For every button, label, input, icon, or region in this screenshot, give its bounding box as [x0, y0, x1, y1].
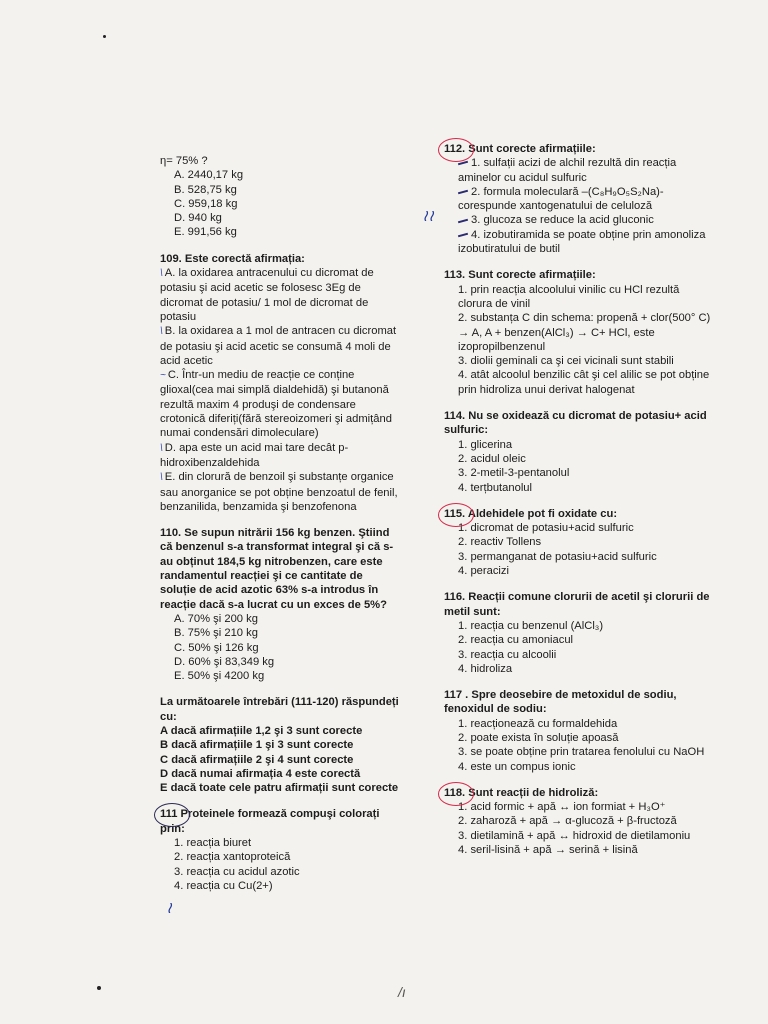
option-b: B. 528,75 kg [174, 183, 237, 196]
question-108-tail [160, 154, 400, 240]
pen-dash-icon [458, 218, 468, 223]
handwritten-scribble-icon: ≀ [166, 898, 172, 917]
bleed-through-text [299, 30, 304, 45]
circled-number: 115. [444, 507, 466, 520]
question-title: 109. Este corectă afirmația: [160, 252, 305, 265]
option-1: 1. sulfații acizi de alchil rezultă din reacția aminelor cu acidul sulfuric [458, 157, 677, 184]
option-1: 1. reacționează cu formaldehida [458, 717, 618, 730]
question-title: 111 Proteinele formează compuşi colorați prin: [160, 808, 380, 835]
question-109 [160, 252, 400, 514]
option-2: 2. acidul oleic [458, 452, 526, 465]
option-2: 2. substanța C din schema: propenă + clor(500° C) → A, A + benzen(AlCl₃) → C+ HCl, este izopropilbenzenul [458, 312, 711, 353]
pen-dash-icon [458, 233, 468, 238]
question-116 [444, 590, 716, 676]
question-title: 116. Reacții comune clorurii de acetil şi clorurii de metil sunt: [444, 591, 710, 618]
option-3: 3. permanganat de potasiu+acid sulfuric [458, 550, 657, 563]
option-e: E. 991,56 kg [174, 226, 237, 239]
option-1: 1. reacția cu benzenul (AlCl₃) [458, 619, 604, 632]
option-4: 4. hidroliza [458, 662, 513, 675]
pen-dash-icon [458, 161, 468, 166]
question-114 [444, 409, 716, 495]
left-column [160, 154, 400, 905]
yield-label: η= 75% ? [160, 155, 208, 167]
handwritten-scribble-icon: ≀≀ [422, 206, 434, 225]
pen-mark-icon: \ [160, 442, 163, 454]
option-a: A. 70% şi 200 kg [174, 612, 258, 625]
pen-mark-icon: \ [160, 268, 163, 280]
option-3: 3. diolii geminali ca şi cei vicinali sunt stabili [458, 355, 674, 368]
question-112 [444, 142, 716, 256]
option-4: 4. reacția cu Cu(2+) [174, 879, 273, 892]
answer-key-instructions [160, 695, 400, 795]
option-a: A. 2440,17 kg [174, 169, 244, 182]
option-1: 1. dicromat de potasiu+acid sulfuric [458, 522, 634, 535]
pen-dash-icon [458, 190, 468, 195]
question-title: 117 . Spre deosebire de metoxidul de sodiu, fenoxidul de sodiu: [444, 689, 677, 716]
option-b: \ B. la oxidarea a 1 mol de antracen cu dicromat de potasiu şi acid acetic se consumă 4 moli de acid acetic [160, 325, 397, 367]
option-c: ~ C. Într-un mediu de reacție ce conține glioxal(cea mai simplă dialdehidă) şi butanonă rezultă maxim 4 produşi de condensare crotonică diferiți(fără stereoizomeri şi admițând numai condensări dimoleculare) [160, 369, 392, 440]
option-3: 3. glucoza se reduce la acid gluconic [444, 213, 716, 227]
option-4: 4. peracizi [458, 565, 509, 578]
pen-mark-icon: ~ [160, 370, 166, 382]
option-d: D. 940 kg [174, 212, 222, 225]
option-4: 4. seril-lisină + apă → serină + lisină [458, 844, 638, 857]
option-c: C. 50% şi 126 kg [174, 641, 259, 654]
question-title: 112. Sunt corecte afirmațiile: [444, 143, 596, 155]
option-d: \ D. apa este un acid mai tare decât p-hidroxibenzaldehida [160, 441, 349, 469]
ink-dot [103, 35, 106, 38]
option-4: 4. este un compus ionic [458, 760, 576, 773]
option-3: 3. reacția cu alcoolii [458, 648, 557, 661]
instruction-line: B dacă afirmațiile 1 şi 3 sunt corecte [160, 739, 354, 752]
question-title: 113. Sunt corecte afirmațiile: [444, 269, 596, 282]
right-column [444, 142, 716, 869]
option-4: 4. atât alcoolul benzilic cât şi cel alilic se pot obține prin hidroliza unui derivat halogenat [458, 369, 710, 396]
option-3: 3. se poate obține prin tratarea fenolului cu NaOH [458, 746, 705, 759]
option-2: 2. reacția xantoproteică [174, 851, 291, 864]
question-110 [160, 526, 400, 683]
instruction-line: E dacă toate cele patru afirmații sunt corecte [160, 782, 399, 795]
page-mark: /ı [398, 984, 406, 1000]
option-2: 2. formula moleculară –(C₈H₉O₅S₂Na)- corespunde xantogenatului de celuloză [458, 185, 664, 213]
question-title: 115. Aldehidele pot fi oxidate cu: [444, 507, 618, 520]
question-113 [444, 268, 716, 397]
circled-number: 111 [160, 808, 178, 821]
question-118 [444, 786, 716, 857]
circled-number: 112. [444, 143, 466, 155]
pen-mark-icon: \ [160, 472, 163, 484]
option-2: 2. poate exista în soluție apoasă [458, 731, 619, 744]
option-1: 1. glicerina [458, 438, 513, 451]
instructions-intro: La următoarele întrebări (111-120) răspundeți cu: [160, 696, 399, 723]
question-title: 110. Se supun nitrării 156 kg benzen. Ştiind că benzenul s-a transformat integral şi că s-au obținut 184,5 kg nitrobenzen, care este randamentul reacției şi ce cantitate de soluție de acid azotic 63% s-a introdus în reacție dacă s-a lucrat cu un exces de 5%? [160, 527, 394, 611]
ink-dot [97, 986, 101, 990]
option-c: C. 959,18 kg [174, 197, 238, 210]
question-117 [444, 688, 716, 774]
option-a: \ A. la oxidarea antracenului cu dicromat de potasiu şi acid acetic se folosesc 3Eg de dicromat de potasiu/ 1 mol de dicromat de potasiu [160, 267, 374, 323]
option-2: 2. zaharoză + apă → α-glucoză + β-fructoză [458, 815, 677, 828]
option-3: 3. 2-metil-3-pentanolul [458, 467, 570, 480]
instruction-line: A dacă afirmațiile 1,2 şi 3 sunt corecte [160, 724, 363, 737]
option-4: 4. izobutiramida se poate obține prin amonoliza izobutiratului de butil [458, 228, 706, 256]
option-3: 3. reacția cu acidul azotic [174, 865, 300, 878]
option-e: E. 50% şi 4200 kg [174, 670, 265, 683]
question-115 [444, 507, 716, 578]
pen-mark-icon: \ [160, 326, 163, 338]
instruction-line: C dacă afirmațiile 2 şi 4 sunt corecte [160, 753, 354, 766]
option-4: 4. terțbutanolul [458, 481, 533, 494]
option-1: 1. acid formic + apă ↔ ion formiat + H₃O⁺ [458, 801, 666, 814]
circled-number: 118. [444, 786, 466, 799]
option-b: B. 75% şi 210 kg [174, 627, 258, 640]
question-title: 114. Nu se oxidează cu dicromat de potasiu+ acid sulfuric: [444, 410, 707, 437]
instruction-line: D dacă numai afirmația 4 este corectă [160, 767, 361, 780]
option-3: 3. dietilamină + apă ↔ hidroxid de dietilamoniu [458, 829, 691, 842]
option-e: \ E. din clorură de benzoil şi substanțe organice sau anorganice se pot obține benzoatul de fenil, benzanilida, benzamida şi benzofenona [160, 471, 398, 513]
question-title: 118. Sunt reacții de hidroliză: [444, 786, 599, 799]
option-d: D. 60% şi 83,349 kg [174, 655, 275, 668]
option-2: 2. reactiv Tollens [458, 536, 542, 549]
option-2: 2. reacția cu amoniacul [458, 634, 574, 647]
question-111 [160, 807, 400, 893]
option-1: 1. reacția biuret [174, 837, 252, 850]
option-1: 1. prin reacția alcoolului vinilic cu HCl rezultă clorura de vinil [458, 283, 680, 310]
